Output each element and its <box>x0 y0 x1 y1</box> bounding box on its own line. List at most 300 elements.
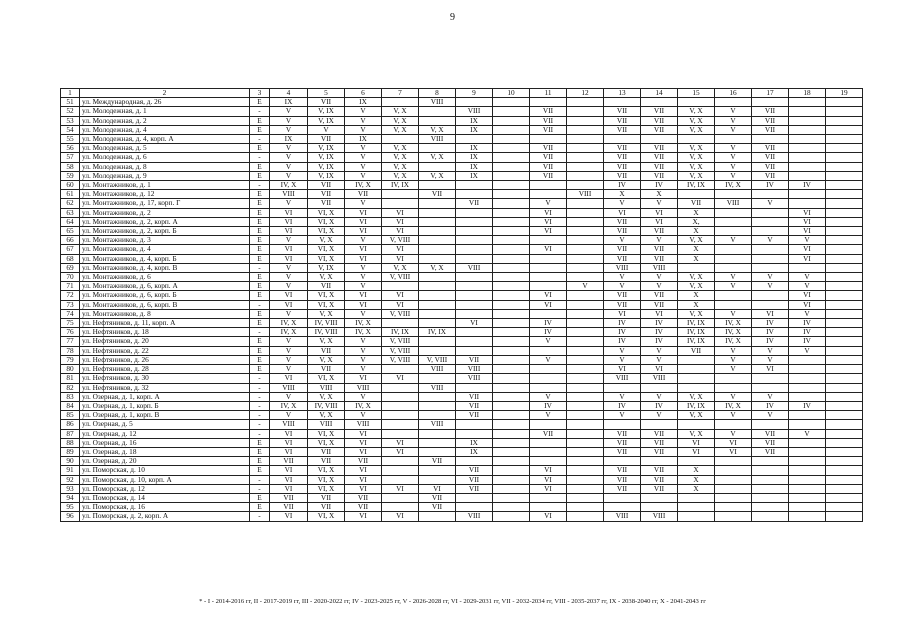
table-cell: Е <box>250 125 270 134</box>
table-cell <box>567 199 604 208</box>
table-cell <box>715 227 752 236</box>
table-cell: V, IX <box>308 153 345 162</box>
table-row <box>61 125 863 134</box>
table-cell <box>567 484 604 493</box>
table-cell <box>789 475 826 484</box>
table-cell: VI, X <box>308 208 345 217</box>
address-cell: ул. Молодежная, д. 9 <box>80 171 250 180</box>
table-cell <box>789 153 826 162</box>
table-cell <box>530 420 567 429</box>
table-cell: V <box>270 365 308 374</box>
table-cell: X <box>641 190 678 199</box>
table-cell: V <box>752 392 789 401</box>
address-cell: ул. Монтажников, д. 3 <box>80 236 250 245</box>
table-cell <box>826 337 863 346</box>
table-cell: IV, IX <box>678 181 715 190</box>
table-cell <box>789 135 826 144</box>
table-cell: VII <box>641 254 678 263</box>
table-cell: V <box>715 429 752 438</box>
table-cell: Е <box>250 236 270 245</box>
table-cell: VII <box>641 484 678 493</box>
table-cell: IX <box>345 98 382 107</box>
table-cell: VI <box>530 300 567 309</box>
table-cell: VIII <box>419 98 456 107</box>
table-cell: VI, X <box>308 466 345 475</box>
table-cell: - <box>250 300 270 309</box>
table-cell <box>678 135 715 144</box>
table-row <box>61 245 863 254</box>
table-cell: VI <box>789 254 826 263</box>
table-cell: V <box>715 107 752 116</box>
table-cell: V <box>641 273 678 282</box>
table-cell: V, X <box>678 144 715 153</box>
table-cell: VI <box>382 447 419 456</box>
table-cell <box>752 254 789 263</box>
table-cell <box>493 447 530 456</box>
table-cell: VI <box>530 484 567 493</box>
table-cell: V <box>789 236 826 245</box>
table-cell <box>789 125 826 134</box>
table-cell <box>826 245 863 254</box>
table-cell: VI, X <box>308 484 345 493</box>
table-cell: VI <box>270 484 308 493</box>
table-cell: V <box>752 273 789 282</box>
table-cell: V <box>715 355 752 364</box>
address-cell: ул. Монтажников, д. 8 <box>80 309 250 318</box>
row-number-cell: 65 <box>61 227 80 236</box>
table-cell <box>382 319 419 328</box>
table-cell: V <box>270 116 308 125</box>
table-cell: V <box>604 282 641 291</box>
table-row <box>61 263 863 272</box>
table-cell: VI <box>641 217 678 226</box>
table-cell <box>419 512 456 521</box>
address-cell: ул. Поморская, д. 12 <box>80 484 250 493</box>
table-cell: IV <box>752 328 789 337</box>
table-cell: V <box>715 116 752 125</box>
table-cell: V <box>345 236 382 245</box>
table-cell <box>752 227 789 236</box>
table-cell <box>752 245 789 254</box>
table-cell: IV, X <box>345 328 382 337</box>
table-row <box>61 429 863 438</box>
table-cell: IV, X <box>715 337 752 346</box>
table-cell <box>382 190 419 199</box>
row-number-cell: 86 <box>61 420 80 429</box>
table-cell: IV <box>789 401 826 410</box>
table-cell: IV <box>752 181 789 190</box>
table-cell <box>382 429 419 438</box>
table-cell: V <box>270 263 308 272</box>
table-cell <box>530 181 567 190</box>
table-cell <box>789 447 826 456</box>
table-cell: V, X <box>308 236 345 245</box>
table-cell: IX <box>456 125 493 134</box>
column-header: 3 <box>250 89 270 98</box>
table-cell: V <box>789 282 826 291</box>
table-cell <box>456 98 493 107</box>
table-cell <box>493 457 530 466</box>
table-cell <box>789 263 826 272</box>
table-cell: VII <box>752 162 789 171</box>
table-cell: VI, X <box>308 245 345 254</box>
row-number-cell: 87 <box>61 429 80 438</box>
table-cell: VI <box>752 365 789 374</box>
table-cell: V, VIII <box>382 309 419 318</box>
table-cell: Е <box>250 282 270 291</box>
table-cell <box>826 153 863 162</box>
table-cell: Е <box>250 355 270 364</box>
table-cell: VI, X <box>308 374 345 383</box>
table-cell: IV, IX <box>382 181 419 190</box>
table-cell <box>419 337 456 346</box>
table-cell <box>715 493 752 502</box>
table-cell <box>493 475 530 484</box>
table-cell: IX <box>456 447 493 456</box>
table-cell <box>567 171 604 180</box>
table-cell <box>493 438 530 447</box>
table-cell <box>789 512 826 521</box>
table-cell <box>419 438 456 447</box>
table-cell: V <box>752 411 789 420</box>
table-cell <box>530 254 567 263</box>
table-cell <box>641 493 678 502</box>
table-cell <box>826 429 863 438</box>
table-cell <box>826 171 863 180</box>
table-cell <box>678 512 715 521</box>
table-cell: Е <box>250 291 270 300</box>
table-cell: V <box>345 125 382 134</box>
table-cell <box>456 383 493 392</box>
table-cell: VII <box>308 503 345 512</box>
table-cell: VII <box>678 199 715 208</box>
table-cell: VII <box>641 475 678 484</box>
table-cell: V, X <box>308 309 345 318</box>
table-cell <box>826 291 863 300</box>
table-cell <box>752 300 789 309</box>
table-cell: IV <box>641 337 678 346</box>
table-cell <box>826 254 863 263</box>
table-cell: VIII <box>456 374 493 383</box>
table-cell <box>419 475 456 484</box>
table-cell: IX <box>270 135 308 144</box>
table-cell <box>530 503 567 512</box>
table-cell: V <box>567 282 604 291</box>
table-cell: VI <box>382 217 419 226</box>
row-number-cell: 91 <box>61 466 80 475</box>
row-number-cell: 75 <box>61 319 80 328</box>
table-cell <box>678 190 715 199</box>
table-cell <box>826 116 863 125</box>
table-cell <box>493 273 530 282</box>
table-cell: VII <box>752 116 789 125</box>
table-cell: V <box>715 346 752 355</box>
table-cell <box>752 484 789 493</box>
table-cell <box>567 107 604 116</box>
table-cell: VI, X <box>308 512 345 521</box>
table-cell: VII <box>641 227 678 236</box>
table-cell <box>567 245 604 254</box>
table-cell: VII <box>604 217 641 226</box>
table-cell: V <box>715 153 752 162</box>
table-cell: Е <box>250 190 270 199</box>
table-cell: V <box>270 411 308 420</box>
table-cell <box>789 199 826 208</box>
row-number-cell: 56 <box>61 144 80 153</box>
table-row <box>61 236 863 245</box>
table-cell: IX <box>456 162 493 171</box>
row-number-cell: 88 <box>61 438 80 447</box>
table-cell: X <box>678 254 715 263</box>
table-cell <box>456 254 493 263</box>
address-cell: ул. Озерная, д. 1, корп. Б <box>80 401 250 410</box>
table-cell: VI, X <box>308 475 345 484</box>
table-cell <box>604 383 641 392</box>
table-cell <box>826 282 863 291</box>
row-number-cell: 96 <box>61 512 80 521</box>
table-cell <box>456 309 493 318</box>
table-cell <box>530 263 567 272</box>
table-cell: X <box>678 291 715 300</box>
table-cell: IX <box>270 98 308 107</box>
table-cell: Е <box>250 273 270 282</box>
table-cell <box>567 438 604 447</box>
table-cell <box>678 457 715 466</box>
table-cell: VI <box>270 254 308 263</box>
table-cell <box>678 503 715 512</box>
table-cell <box>419 401 456 410</box>
table-cell <box>789 162 826 171</box>
table-cell: VI <box>382 374 419 383</box>
address-cell: ул. Монтажников, д. 12 <box>80 190 250 199</box>
table-cell: VII <box>270 457 308 466</box>
table-cell: VIII <box>456 107 493 116</box>
table-cell <box>382 420 419 429</box>
table-cell: VII <box>530 107 567 116</box>
table-cell <box>826 125 863 134</box>
table-cell: V, X <box>308 273 345 282</box>
table-cell: VI <box>530 217 567 226</box>
table-cell: VII <box>419 457 456 466</box>
table-cell: VII <box>641 466 678 475</box>
table-cell: V <box>604 411 641 420</box>
table-cell: Е <box>250 337 270 346</box>
table-cell: IV, X <box>715 328 752 337</box>
table-cell: VII <box>345 503 382 512</box>
table-cell: - <box>250 392 270 401</box>
row-number-cell: 63 <box>61 208 80 217</box>
table-cell <box>419 107 456 116</box>
table-cell: VII <box>308 135 345 144</box>
table-cell: V <box>345 162 382 171</box>
table-cell: IX <box>456 153 493 162</box>
table-cell: V, X <box>678 309 715 318</box>
table-cell <box>530 438 567 447</box>
table-cell: VI <box>789 227 826 236</box>
table-cell: VII <box>345 493 382 502</box>
table-cell: VIII <box>345 383 382 392</box>
table-cell: IX <box>456 116 493 125</box>
address-cell: ул. Нефтяников, д. 32 <box>80 383 250 392</box>
table-cell <box>826 401 863 410</box>
table-cell <box>789 171 826 180</box>
table-row <box>61 181 863 190</box>
table-cell <box>641 383 678 392</box>
table-cell: VII <box>604 466 641 475</box>
table-cell <box>382 365 419 374</box>
table-cell: VII <box>604 107 641 116</box>
address-cell: ул. Монтажников, д. 6 <box>80 273 250 282</box>
table-cell: VI <box>382 484 419 493</box>
table-cell <box>752 420 789 429</box>
table-cell <box>456 328 493 337</box>
table-cell <box>493 245 530 254</box>
table-cell: V, X <box>308 337 345 346</box>
table-cell: V <box>604 273 641 282</box>
table-cell <box>567 263 604 272</box>
table-row <box>61 493 863 502</box>
table-cell <box>419 282 456 291</box>
table-cell: VII <box>604 447 641 456</box>
table-cell <box>419 300 456 309</box>
table-cell: VIII <box>604 374 641 383</box>
address-cell: ул. Молодежная, д. 2 <box>80 116 250 125</box>
table-cell: VII <box>530 162 567 171</box>
table-cell: VI <box>419 484 456 493</box>
row-number-cell: 59 <box>61 171 80 180</box>
table-cell: VII <box>456 411 493 420</box>
table-cell: V, X <box>419 153 456 162</box>
address-cell: ул. Озерная, д. 12 <box>80 429 250 438</box>
table-cell <box>826 346 863 355</box>
table-cell: VII <box>419 190 456 199</box>
table-cell: IV <box>641 328 678 337</box>
table-cell <box>715 291 752 300</box>
row-number-cell: 54 <box>61 125 80 134</box>
table-cell: Е <box>250 144 270 153</box>
table-cell <box>567 273 604 282</box>
table-cell <box>826 503 863 512</box>
table-cell <box>826 383 863 392</box>
table-cell: V <box>345 411 382 420</box>
table-cell: VI <box>789 217 826 226</box>
table-cell: V <box>345 355 382 364</box>
table-row <box>61 438 863 447</box>
table-cell <box>419 319 456 328</box>
table-row <box>61 374 863 383</box>
table-cell <box>493 420 530 429</box>
table-cell: VII <box>308 190 345 199</box>
table-cell <box>530 346 567 355</box>
table-cell: V <box>345 337 382 346</box>
table-cell: VI <box>715 447 752 456</box>
row-number-cell: 62 <box>61 199 80 208</box>
table-cell <box>604 98 641 107</box>
table-cell: VII <box>345 457 382 466</box>
table-row <box>61 466 863 475</box>
table-cell <box>826 392 863 401</box>
table-cell <box>456 245 493 254</box>
table-cell <box>456 217 493 226</box>
table-cell <box>567 217 604 226</box>
table-cell: VII <box>604 245 641 254</box>
table-cell: V <box>270 273 308 282</box>
table-cell <box>567 98 604 107</box>
table-cell: V <box>789 346 826 355</box>
table-cell: VII <box>641 171 678 180</box>
table-cell <box>530 98 567 107</box>
row-number-cell: 52 <box>61 107 80 116</box>
table-cell <box>752 493 789 502</box>
row-number-cell: 70 <box>61 273 80 282</box>
table-cell: V <box>715 309 752 318</box>
row-number-cell: 57 <box>61 153 80 162</box>
table-cell: VI <box>345 512 382 521</box>
table-cell: X <box>678 227 715 236</box>
table-cell: VII <box>604 254 641 263</box>
table-cell: IV, X <box>345 181 382 190</box>
table-cell: V <box>715 392 752 401</box>
table-cell <box>493 190 530 199</box>
table-cell <box>382 135 419 144</box>
address-cell: ул. Озерная, д. 16 <box>80 438 250 447</box>
header-row <box>61 89 863 98</box>
table-cell: Е <box>250 457 270 466</box>
row-number-cell: 92 <box>61 475 80 484</box>
table-cell <box>382 199 419 208</box>
table-cell <box>493 503 530 512</box>
table-cell: V <box>715 282 752 291</box>
address-cell: ул. Поморская, д. 10, корп. А <box>80 475 250 484</box>
table-cell: VII <box>270 493 308 502</box>
table-row <box>61 227 863 236</box>
table-cell: V <box>345 116 382 125</box>
table-cell <box>826 300 863 309</box>
table-cell: VIII <box>270 190 308 199</box>
table-cell: V, X <box>419 263 456 272</box>
table-cell <box>493 116 530 125</box>
table-cell: V <box>641 411 678 420</box>
table-row <box>61 512 863 521</box>
table-cell: V, X <box>678 273 715 282</box>
row-number-cell: 80 <box>61 365 80 374</box>
table-cell: V <box>345 199 382 208</box>
table-cell: V, IX <box>308 107 345 116</box>
table-cell: X <box>678 245 715 254</box>
table-cell: Е <box>250 309 270 318</box>
table-cell <box>456 429 493 438</box>
table-cell: IV <box>604 337 641 346</box>
table-cell <box>678 365 715 374</box>
table-cell: X, <box>678 217 715 226</box>
table-cell <box>493 512 530 521</box>
table-cell <box>826 328 863 337</box>
table-cell: V <box>270 337 308 346</box>
column-header: 9 <box>456 89 493 98</box>
table-cell <box>456 135 493 144</box>
table-cell <box>382 457 419 466</box>
table-cell: VII <box>604 162 641 171</box>
table-cell: V <box>270 162 308 171</box>
table-cell <box>530 447 567 456</box>
table-cell: V, IX <box>308 171 345 180</box>
table-cell: VIII <box>641 512 678 521</box>
table-cell: Е <box>250 98 270 107</box>
table-cell <box>826 447 863 456</box>
table-cell: VI <box>270 447 308 456</box>
table-cell: V, X <box>678 107 715 116</box>
table-cell: VI <box>789 300 826 309</box>
